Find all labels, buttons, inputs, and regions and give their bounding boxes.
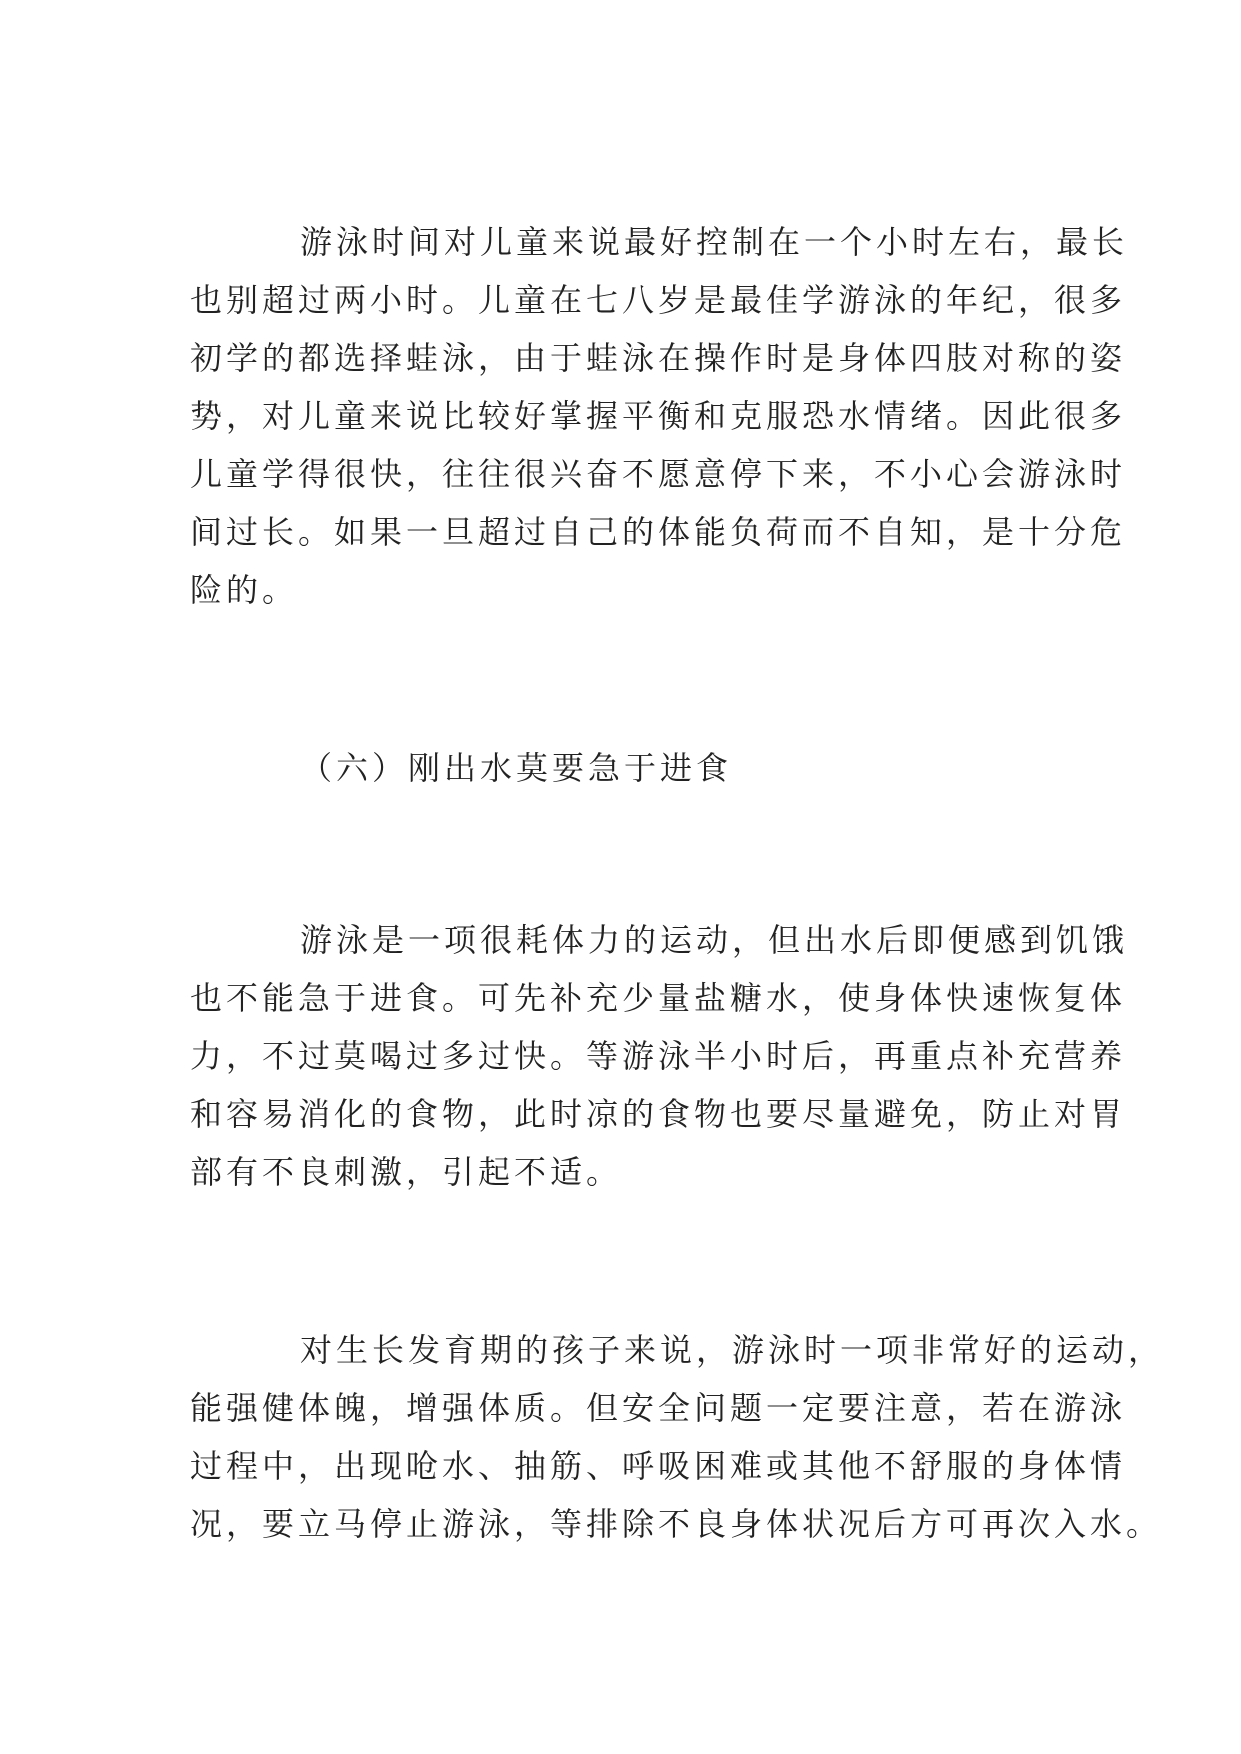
paragraph-3-line-1: 对生长发育期的孩子来说，游泳时一项非常好的运动， bbox=[300, 1331, 1165, 1369]
paragraph-3-line-3: 过程中，出现呛水、抽筋、呼吸困难或其他不舒服的身体情 bbox=[190, 1447, 1127, 1485]
paragraph-2-line-2: 也不能急于进食。可先补充少量盐糖水，使身体快速恢复体 bbox=[190, 979, 1127, 1017]
paragraph-2-line-3: 力，不过莫喝过多过快。等游泳半小时后，再重点补充营养 bbox=[190, 1037, 1127, 1075]
paragraph-1-line-2: 也别超过两小时。儿童在七八岁是最佳学游泳的年纪，很多 bbox=[190, 281, 1127, 319]
paragraph-1-line-5: 儿童学得很快，往往很兴奋不愿意停下来，不小心会游泳时 bbox=[190, 455, 1127, 493]
paragraph-1-line-4: 势，对儿童来说比较好掌握平衡和克服恐水情绪。因此很多 bbox=[190, 397, 1127, 435]
paragraph-2-line-4: 和容易消化的食物，此时凉的食物也要尽量避免，防止对胃 bbox=[190, 1095, 1127, 1133]
paragraph-1-line-3: 初学的都选择蛙泳，由于蛙泳在操作时是身体四肢对称的姿 bbox=[190, 339, 1127, 377]
paragraph-3-line-4: 况，要立马停止游泳，等排除不良身体状况后方可再次入水。 bbox=[190, 1505, 1163, 1543]
paragraph-3-line-2: 能强健体魄，增强体质。但安全问题一定要注意，若在游泳 bbox=[190, 1389, 1127, 1427]
paragraph-1-line-6: 间过长。如果一旦超过自己的体能负荷而不自知，是十分危 bbox=[190, 513, 1127, 551]
paragraph-1-line-7: 险的。 bbox=[190, 571, 299, 609]
section-heading: （六）刚出水莫要急于进食 bbox=[300, 749, 733, 787]
paragraph-2-line-1: 游泳是一项很耗体力的运动，但出水后即便感到饥饿 bbox=[300, 921, 1129, 959]
paragraph-1-line-1: 游泳时间对儿童来说最好控制在一个小时左右，最长 bbox=[300, 223, 1129, 261]
paragraph-2-line-5: 部有不良刺激，引起不适。 bbox=[190, 1153, 623, 1191]
